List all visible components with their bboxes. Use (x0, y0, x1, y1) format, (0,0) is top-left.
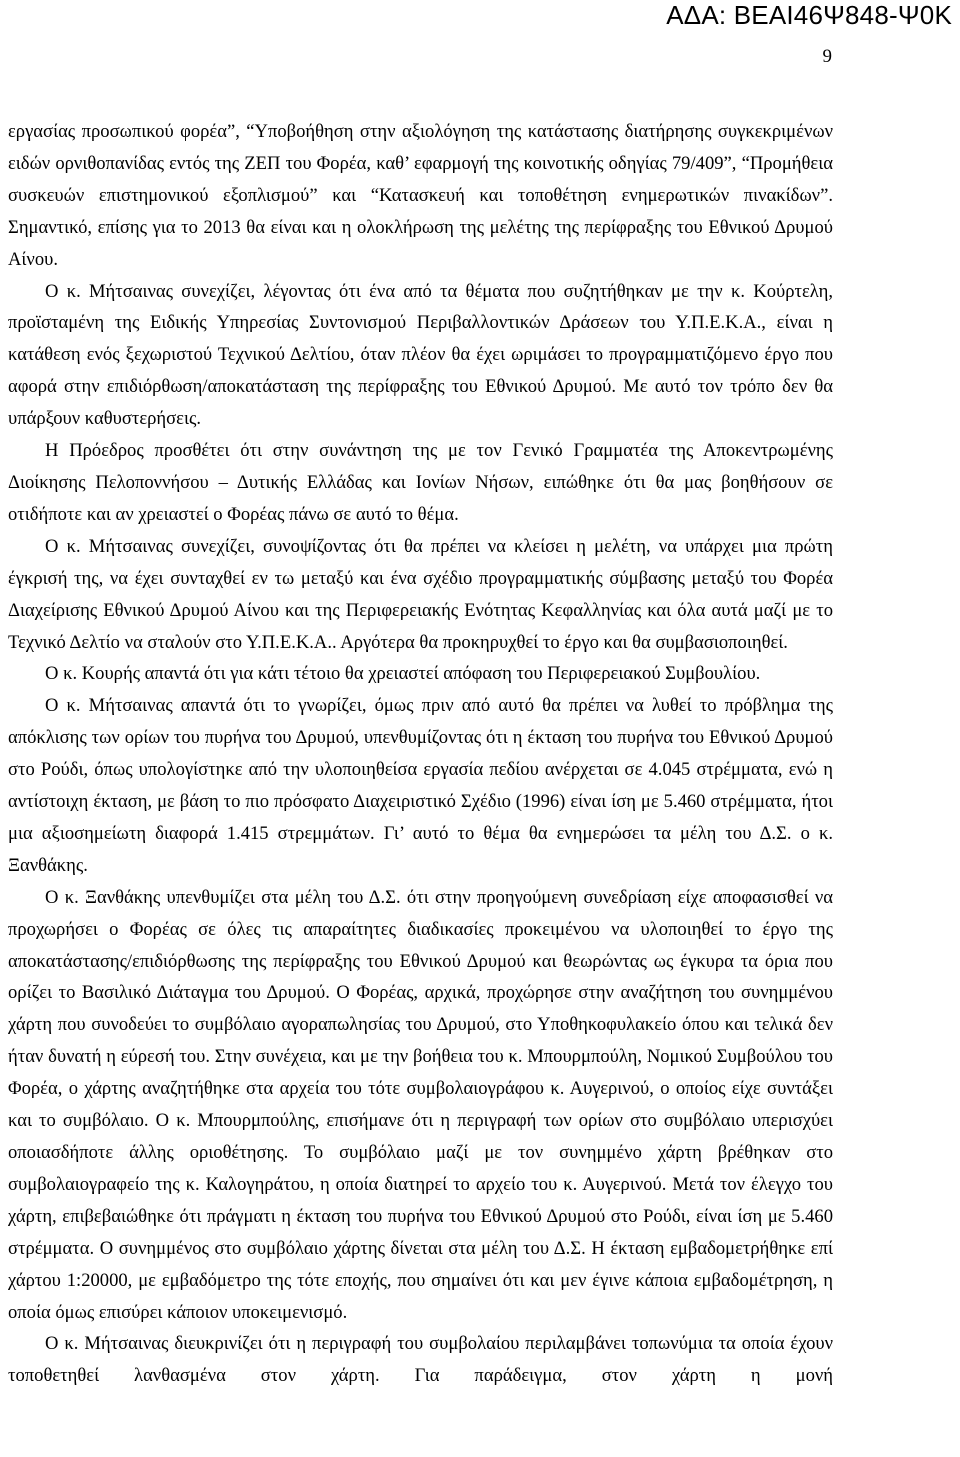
paragraph-xanthakis: Ο κ. Ξανθάκης υπενθυμίζει στα μέλη του Δ.Σ. ότι στην προηγούμενη συνεδρίαση είχε αποφασισθεί να προχωρήσει ο Φορέας σε όλες τις απαραίτητες διαδικασίες προκειμένου να υλοποιηθεί το έργο της αποκατάστασης/επιδιόρθωσης της περίφραξης του Εθνικού Δρυμού και θεωρώντας ως έγκυρα τα όρια που ορίζει το Βασιλικό Διάταγμα του Δρυμού. Ο Φορέας, αρχικά, προχώρησε στην αναζήτηση του συνημμένου χάρτη που συνοδεύει το συμβόλαιο αγοραπωλησίας του Δρυμού, στο Υποθηκοφυλακείο όπου και τελικά δεν ήταν δυνατή η εύρεσή του. Στην συνέχεια, και με την βοήθεια του κ. Μπουρμπούλη, Νομικού Συμβούλου του Φορέα, ο χάρτης αναζητήθηκε στα αρχεία του τότε συμβολαιογράφου κ. Αυγερινού, ο οποίος είχε συντάξει και το συμβόλαιο. Ο κ. Μπουρμπούλης, επισήμανε ότι η περιγραφή των ορίων στο συμβόλαιο υπερισχύει οποιασδήποτε άλλης οριοθέτησης. Το συμβόλαιο μαζί με τον συνημμένο χάρτη βρέθηκαν στο συμβολαιογραφείο της κ. Καλογηράτου, η οποία διατηρεί το αρχείο του κ. Αυγερινού. Μετά τον έλεγχο του χάρτη, επιβεβαιώθηκε ότι πράγματι η έκταση του πυρήνα του Εθνικού Δρυμού στο Ρούδι, είναι ίση με 5.460 στρέμματα. Ο συνημμένος στο συμβόλαιο χάρτης δίνεται στα μέλη του Δ.Σ. Η έκταση εμβαδομετρήθηκε επί χάρτου 1:20000, με εμβαδόμετρο της τότε εποχής, που σημαίνει ότι και μεν έγινε κάποια εμβαδομέτρηση, η οποία όμως επισύρει κάποιον υποκειμενισμό. (8, 886, 833, 1323)
paragraph-continuation: εργασίας προσωπικού φορέα”, “Υποβοήθηση στην αξιολόγηση της κατάστασης διατήρησης συγκεκριμένων ειδών ορνιθοπανίδας εντός της ΖΕΠ του Φορέα, καθ’ εφαρμογή της κοινοτικής οδηγίας 79/409”, “Προμήθεια συσκευών επιστημονικού εξοπλισμού” και “Κατασκευή και τοποθέτηση ενημερωτικών πινακίδων”. Σημαντικό, επίσης για το 2013 θα είναι και η ολοκλήρωση της μελέτης της περίφραξης του Εθνικού Δρυμού Αίνου. (8, 121, 833, 270)
page-number: 9 (822, 46, 832, 67)
paragraph-mitsainas-summary: Ο κ. Μήτσαινας συνεχίζει, συνοψίζοντας ότι θα πρέπει να κλείσει η μελέτη, να υπάρχει μια πρώτη έγκρισή της, να έχει συνταχθεί εν τω μεταξύ και ένα σχέδιο προγραμματικής σύμβασης μεταξύ του Φορέα Διαχείρισης Εθνικού Δρυμού Αίνου και της Περιφερειακής Ενότητας Κεφαλληνίας και όλα αυτά μαζί με το Τεχνικό Δελτίο να σταλούν στο Υ.Π.Ε.Κ.Α.. Αργότερα θα προκηρυχθεί το έργο και θα συμβασιοποιηθεί. (8, 535, 833, 653)
ada-document-code: ΑΔΑ: ΒΕΑΙ46Ψ848-Ψ0Κ (666, 0, 952, 30)
paragraph-president: Η Πρόεδρος προσθέτει ότι στην συνάντηση της με τον Γενικό Γραμματέα της Αποκεντρωμένης Διοίκησης Πελοποννήσου – Δυτικής Ελλάδας και Ιονίων Νήσων, ειπώθηκε ότι θα μας βοηθήσουν σε οτιδήποτε και αν χρειαστεί ο Φορέας πάνω σε αυτό το θέμα. (8, 440, 833, 525)
paragraph-kouris: Ο κ. Κουρής απαντά ότι για κάτι τέτοιο θα χρειαστεί απόφαση του Περιφερειακού Συμβουλίου. (45, 663, 761, 685)
document-body (8, 116, 833, 1392)
paragraph-mitsainas-kourteli: Ο κ. Μήτσαινας συνεχίζει, λέγοντας ότι ένα από τα θέματα που συζητήθηκαν με την κ. Κούρτελη, προϊσταμένη της Ειδικής Υπηρεσίας Συντονισμού Περιβαλλοντικών Δράσεων του Υ.Π.Ε.Κ.Α., είναι η κατάθεση ενός ξεχωριστού Τεχνικού Δελτίου, όταν πλέον θα έχει ωριμάσει το προγραμματιζόμενο έργο που αφορά στην επιδιόρθωση/αποκατάσταση της περίφραξης του Εθνικού Δρυμού. Με αυτό τον τρόπο δεν θα υπάρξουν καθυστερήσεις. (8, 280, 833, 430)
paragraph-mitsainas-boundaries: Ο κ. Μήτσαινας απαντά ότι το γνωρίζει, όμως πριν από αυτό θα πρέπει να λυθεί το πρόβλημα της απόκλισης των ορίων του πυρήνα του Δρυμού, υπενθυμίζοντας ότι η έκταση του πυρήνα του Εθνικού Δρυμού στο Ρούδι, όπως υπολογίστηκε από την υλοποιηθείσα εργασία πεδίου ανέρχεται σε 4.045 στρέμματα, ενώ η αντίστοιχη έκταση, με βάση το πιο πρόσφατο Διαχειριστικό Σχέδιο (1996) είναι ίση με 5.460 στρέμματα, ήτοι μια αξιοσημείωτη διαφορά 1.415 στρεμμάτων. Γι’ αυτό το θέμα θα ενημερώσει τα μέλη του Δ.Σ. ο κ. Ξανθάκης. (8, 695, 833, 876)
paragraph-mitsainas-toponyms: Ο κ. Μήτσαινας διευκρινίζει ότι η περιγραφή του συμβολαίου περιλαμβάνει τοπωνύμια τα οποία έχουν τοποθετηθεί λανθασμένα στον χάρτη. Για παράδειγμα, στον χάρτη η μονή (8, 1333, 833, 1387)
